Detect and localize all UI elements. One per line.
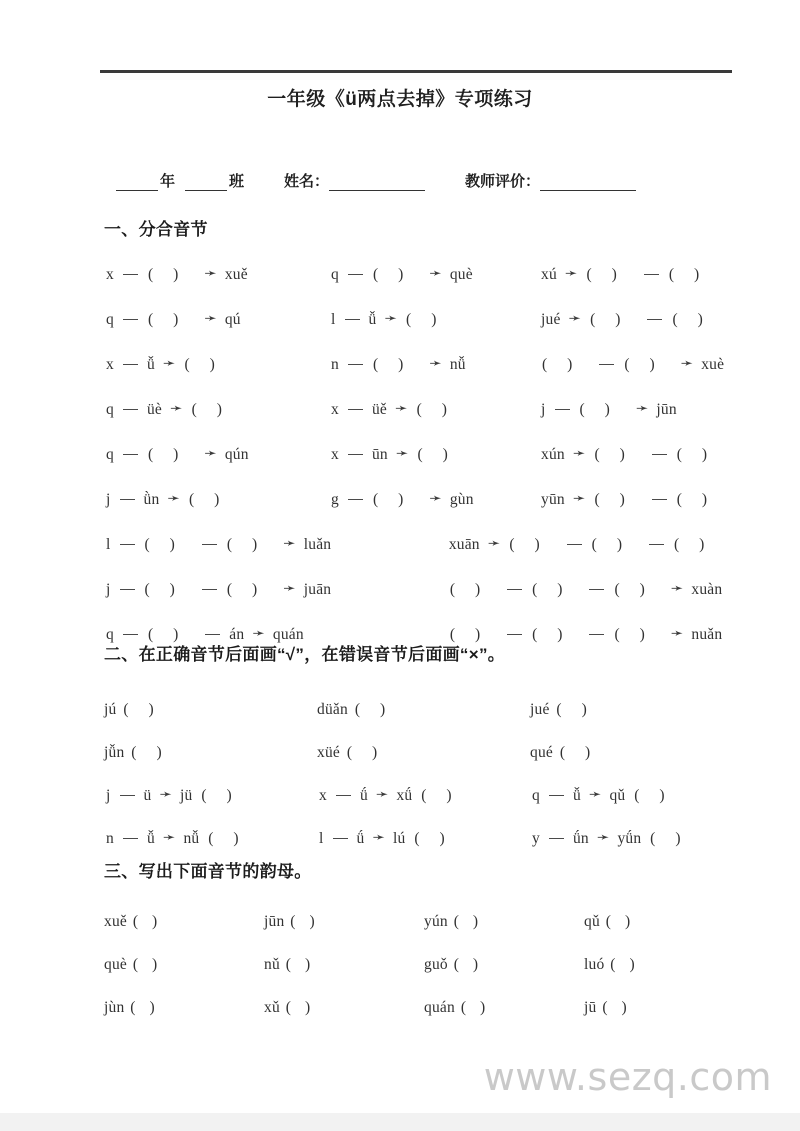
- answer-blank-parens[interactable]: (): [285, 955, 325, 973]
- pinyin-token: ü: [143, 786, 152, 804]
- pinyin-syllable: jùn: [104, 998, 125, 1016]
- exercise-row: [104, 688, 744, 731]
- pinyin-token: ǘ: [356, 829, 365, 847]
- pinyin-token: nǚ: [449, 355, 466, 373]
- arrow-icon: ➛: [204, 311, 217, 327]
- answer-blank-parens[interactable]: (): [532, 625, 583, 643]
- arrow-icon: ➛: [283, 536, 296, 552]
- pinyin-token: xuě: [224, 265, 248, 283]
- answer-blank-parens[interactable]: (): [131, 743, 182, 761]
- answer-blank-parens[interactable]: (): [406, 310, 457, 328]
- answer-blank-parens[interactable]: (): [605, 912, 645, 930]
- dash-connector: [123, 409, 138, 410]
- exercise-item: [329, 356, 539, 374]
- pinyin-token: q: [106, 625, 114, 643]
- answer-blank-parens[interactable]: (): [189, 490, 240, 508]
- pinyin-token: gùn: [449, 490, 474, 508]
- answer-blank-parens[interactable]: (): [668, 265, 720, 283]
- pinyin-token: ǚ: [146, 355, 155, 373]
- judge-derivation-item: [530, 787, 743, 805]
- answer-blank-parens[interactable]: (): [453, 955, 493, 973]
- dash-connector: [348, 274, 363, 275]
- pinyin-syllable: guǒ: [424, 955, 448, 973]
- section-2-body: [104, 688, 744, 860]
- pinyin-token: xuān: [448, 535, 480, 553]
- arrow-icon: ➛: [564, 266, 578, 282]
- student-info-line: [116, 170, 716, 191]
- pinyin-token: n: [331, 355, 339, 373]
- pinyin-token: nǚ: [183, 829, 200, 847]
- answer-blank-parens[interactable]: (): [449, 625, 501, 643]
- exercise-row: [104, 252, 744, 297]
- judge-derivation-item: [104, 830, 317, 848]
- pinyin-token: q: [331, 265, 339, 283]
- dash-connector: [345, 319, 360, 320]
- teacher-eval-blank[interactable]: [540, 177, 636, 191]
- arrow-icon: ➛: [487, 536, 501, 552]
- pinyin-token: yǘn: [617, 829, 642, 847]
- dash-connector: [348, 499, 363, 500]
- pinyin-syllable: nǔ: [264, 955, 280, 973]
- judge-derivation-item: [317, 830, 530, 848]
- pinyin-token: lú: [393, 829, 406, 847]
- pinyin-token: quán: [272, 625, 304, 643]
- arrow-icon: ➛: [204, 266, 217, 282]
- header-rule: [100, 70, 732, 73]
- section-1-body: [104, 252, 744, 657]
- final-writing-item: [104, 913, 264, 931]
- judge-item: [104, 701, 317, 719]
- answer-blank-parens[interactable]: (): [372, 490, 424, 508]
- pinyin-syllable: xuě: [104, 912, 127, 930]
- exercise-item: [104, 536, 441, 554]
- dash-connector: [120, 795, 135, 796]
- pinyin-token: g: [331, 490, 339, 508]
- name-label: 姓名：: [284, 173, 330, 190]
- dash-connector: [589, 589, 604, 590]
- answer-blank-parens[interactable]: (): [591, 535, 642, 553]
- dash-connector: [333, 838, 348, 839]
- dash-connector: [348, 364, 363, 365]
- exercise-item: [447, 536, 744, 554]
- answer-blank-parens[interactable]: (): [144, 580, 195, 598]
- page-title: 一年级《ü两点去掉》专项练习: [267, 89, 533, 110]
- answer-blank-parens[interactable]: (): [132, 912, 172, 930]
- dash-connector: [649, 544, 664, 545]
- dash-connector: [123, 634, 138, 635]
- answer-blank-parens[interactable]: (): [147, 625, 199, 643]
- pinyin-token: x: [331, 400, 339, 418]
- final-writing-item: [264, 956, 424, 974]
- pinyin-token: j: [106, 580, 111, 598]
- exercise-row: [104, 477, 744, 522]
- arrow-icon: ➛: [372, 830, 386, 846]
- exercise-item: [104, 266, 329, 284]
- pinyin-token: què: [449, 265, 473, 283]
- exercise-item: [104, 491, 329, 509]
- answer-blank-parens[interactable]: (): [201, 786, 252, 804]
- dash-connector: [120, 544, 135, 545]
- pinyin-token: nuǎn: [691, 625, 723, 643]
- pinyin-token: xuè: [701, 355, 725, 373]
- exercise-item: [329, 311, 539, 329]
- answer-blank-parens[interactable]: (): [372, 355, 424, 373]
- dash-connector: [652, 499, 667, 500]
- arrow-icon: ➛: [162, 356, 176, 372]
- class-label: 班: [229, 173, 245, 190]
- exercise-item: [539, 446, 744, 464]
- pinyin-token: x: [106, 355, 114, 373]
- exercise-row: [104, 986, 744, 1029]
- answer-blank-parens[interactable]: (): [346, 743, 398, 761]
- arrow-icon: ➛: [375, 787, 389, 803]
- answer-blank-parens[interactable]: (): [449, 580, 501, 598]
- arrow-icon: ➛: [252, 626, 265, 642]
- answer-blank-parens[interactable]: (): [594, 490, 645, 508]
- answer-blank-parens[interactable]: (): [130, 998, 169, 1016]
- pinyin-token: l: [106, 535, 111, 553]
- pinyin-token: y: [532, 829, 540, 847]
- answer-blank-parens[interactable]: (): [602, 998, 641, 1016]
- answer-blank-parens[interactable]: (): [624, 355, 675, 373]
- answer-blank-parens[interactable]: (): [417, 445, 468, 463]
- section-3-body: [104, 900, 744, 1029]
- dash-connector: [120, 499, 135, 500]
- answer-blank-parens[interactable]: (): [226, 580, 278, 598]
- pinyin-token: qú: [224, 310, 241, 328]
- arrow-icon: ➛: [159, 787, 173, 803]
- answer-blank-parens[interactable]: (): [614, 580, 665, 598]
- dash-connector: [348, 454, 363, 455]
- page-bottom-band: [0, 1113, 800, 1131]
- judge-derivation-item: [104, 787, 317, 805]
- dash-connector: [644, 274, 659, 275]
- final-writing-item: [424, 956, 584, 974]
- pinyin-token: q: [532, 786, 540, 804]
- final-writing-item: [424, 999, 584, 1017]
- arrow-icon: ➛: [384, 311, 398, 327]
- answer-blank-parens[interactable]: (): [123, 700, 174, 718]
- arrow-icon: ➛: [572, 446, 586, 462]
- answer-blank-parens[interactable]: (): [579, 400, 630, 418]
- answer-blank-parens[interactable]: (): [673, 535, 725, 553]
- pinyin-syllable: quán: [424, 998, 455, 1016]
- pinyin-token: án: [229, 625, 245, 643]
- pinyin-syllable: jūn: [264, 912, 285, 930]
- arrow-icon: ➛: [429, 266, 442, 282]
- judge-derivation-item: [317, 787, 530, 805]
- arrow-icon: ➛: [635, 401, 649, 417]
- answer-blank-parens[interactable]: (): [509, 535, 560, 553]
- exercise-item: [104, 581, 441, 599]
- arrow-icon: ➛: [283, 581, 296, 597]
- dash-connector: [507, 589, 522, 590]
- answer-blank-parens[interactable]: (): [354, 700, 406, 718]
- answer-blank-parens[interactable]: (): [676, 490, 728, 508]
- pinyin-syllable: xüé: [317, 743, 340, 761]
- arrow-icon: ➛: [568, 311, 582, 327]
- answer-blank-parens[interactable]: (): [184, 355, 235, 373]
- class-blank[interactable]: [185, 177, 227, 191]
- answer-blank-parens[interactable]: (): [191, 400, 242, 418]
- dash-connector: [202, 544, 217, 545]
- pinyin-syllable: què: [104, 955, 127, 973]
- pinyin-syllable: düǎn: [317, 700, 348, 718]
- year-label: 年: [160, 173, 176, 190]
- exercise-item: [539, 266, 744, 284]
- exercise-item: [104, 401, 329, 419]
- arrow-icon: ➛: [169, 401, 183, 417]
- final-writing-item: [424, 913, 584, 931]
- pinyin-token: ǘn: [572, 829, 589, 847]
- dash-connector: [647, 319, 662, 320]
- judge-derivation-item: [530, 830, 743, 848]
- pinyin-token: x: [319, 786, 327, 804]
- pinyin-syllable: jú: [104, 700, 117, 718]
- judge-item: [317, 701, 530, 719]
- exercise-item: [539, 491, 744, 509]
- answer-blank-parens[interactable]: (): [453, 912, 493, 930]
- pinyin-token: juān: [303, 580, 332, 598]
- arrow-icon: ➛: [395, 446, 409, 462]
- answer-blank-parens[interactable]: (): [132, 955, 172, 973]
- exercise-row: [104, 900, 744, 943]
- pinyin-token: ǜn: [143, 490, 160, 508]
- dash-connector: [336, 795, 351, 796]
- dash-connector: [555, 409, 570, 410]
- exercise-row: [104, 943, 744, 986]
- exercise-row: [104, 817, 744, 860]
- arrow-icon: ➛: [394, 401, 408, 417]
- exercise-row: [104, 522, 744, 567]
- answer-blank-parens[interactable]: (): [559, 743, 611, 761]
- pinyin-syllable: qǔ: [584, 912, 600, 930]
- pinyin-token: ūn: [371, 445, 388, 463]
- dash-connector: [205, 634, 220, 635]
- answer-blank-parens[interactable]: (): [226, 535, 278, 553]
- pinyin-token: ǚ: [146, 829, 155, 847]
- answer-blank-parens[interactable]: (): [460, 998, 500, 1016]
- year-blank[interactable]: [116, 177, 158, 191]
- exercise-item: [329, 401, 539, 419]
- answer-blank-parens[interactable]: (): [421, 786, 472, 804]
- answer-blank-parens[interactable]: (): [144, 535, 195, 553]
- dash-connector: [123, 319, 138, 320]
- answer-blank-parens[interactable]: (): [147, 265, 199, 283]
- pinyin-token: yūn: [541, 490, 565, 508]
- name-blank[interactable]: [329, 177, 425, 191]
- arrow-icon: ➛: [167, 491, 180, 507]
- pinyin-token: qǔ: [609, 786, 626, 804]
- dash-connector: [599, 364, 614, 365]
- dash-connector: [348, 409, 363, 410]
- pinyin-token: qún: [224, 445, 249, 463]
- pinyin-token: j: [106, 786, 111, 804]
- pinyin-token: jü: [180, 786, 193, 804]
- pinyin-token: üě: [371, 400, 387, 418]
- answer-blank-parens[interactable]: (): [672, 310, 723, 328]
- dash-connector: [123, 838, 138, 839]
- arrow-icon: ➛: [204, 446, 217, 462]
- dash-connector: [123, 454, 138, 455]
- arrow-icon: ➛: [670, 581, 684, 597]
- exercise-row: [104, 297, 744, 342]
- final-writing-item: [264, 999, 424, 1017]
- dash-connector: [589, 634, 604, 635]
- answer-blank-parens[interactable]: (): [556, 700, 607, 718]
- arrow-icon: ➛: [162, 830, 176, 846]
- final-writing-item: [264, 913, 424, 931]
- pinyin-token: l: [319, 829, 324, 847]
- dash-connector: [567, 544, 582, 545]
- pinyin-syllable: yún: [424, 912, 448, 930]
- dash-connector: [123, 364, 138, 365]
- pinyin-token: q: [106, 310, 114, 328]
- exercise-item: [104, 446, 329, 464]
- answer-blank-parens[interactable]: (): [542, 355, 593, 373]
- dash-connector: [120, 589, 135, 590]
- answer-blank-parens[interactable]: (): [590, 310, 641, 328]
- pinyin-token: n: [106, 829, 114, 847]
- exercise-item: [539, 401, 744, 419]
- section-3-heading: 三、写出下面音节的韵母。: [104, 862, 312, 881]
- answer-blank-parens[interactable]: (): [610, 955, 649, 973]
- answer-blank-parens[interactable]: (): [414, 829, 465, 847]
- exercise-row: [104, 387, 744, 432]
- exercise-item: [329, 266, 539, 284]
- dash-connector: [549, 795, 564, 796]
- exercise-item: [447, 581, 744, 599]
- dash-connector: [202, 589, 217, 590]
- answer-blank-parens[interactable]: (): [614, 625, 665, 643]
- pinyin-token: xú: [541, 265, 557, 283]
- section-1-heading: 一、分合音节: [104, 220, 208, 239]
- pinyin-token: ǚ: [368, 310, 377, 328]
- dash-connector: [507, 634, 522, 635]
- pinyin-token: x: [106, 265, 114, 283]
- answer-blank-parens[interactable]: (): [147, 445, 199, 463]
- answer-blank-parens[interactable]: (): [586, 265, 637, 283]
- exercise-item: [104, 356, 329, 374]
- section-2-heading: 二、在正确音节后面画“√”，在错误音节后面画“×”。: [104, 645, 506, 664]
- exercise-item: [539, 311, 744, 329]
- pinyin-token: ǘ: [359, 786, 368, 804]
- pinyin-syllable: jū: [584, 998, 597, 1016]
- pinyin-token: jūn: [656, 400, 677, 418]
- answer-blank-parens[interactable]: (): [416, 400, 467, 418]
- pinyin-token: xuàn: [691, 580, 723, 598]
- pinyin-syllable: jǚn: [104, 743, 125, 761]
- arrow-icon: ➛: [680, 356, 694, 372]
- dash-connector: [123, 274, 138, 275]
- final-writing-item: [584, 913, 744, 931]
- answer-blank-parens[interactable]: (): [650, 829, 701, 847]
- final-writing-item: [104, 999, 264, 1017]
- answer-blank-parens[interactable]: (): [676, 445, 728, 463]
- exercise-row: [104, 774, 744, 817]
- answer-blank-parens[interactable]: (): [147, 310, 199, 328]
- pinyin-token: xún: [541, 445, 565, 463]
- answer-blank-parens[interactable]: (): [532, 580, 583, 598]
- dash-connector: [652, 454, 667, 455]
- teacher-eval-label: 教师评价：: [465, 173, 541, 190]
- pinyin-token: j: [106, 490, 111, 508]
- answer-blank-parens[interactable]: (): [285, 998, 325, 1016]
- answer-blank-parens[interactable]: (): [372, 265, 424, 283]
- final-writing-item: [104, 956, 264, 974]
- pinyin-token: x: [331, 445, 339, 463]
- arrow-icon: ➛: [588, 787, 602, 803]
- pinyin-token: l: [331, 310, 336, 328]
- judge-item: [530, 701, 743, 719]
- pinyin-token: xǘ: [396, 786, 413, 804]
- site-watermark: www.sezq.com: [483, 1055, 772, 1099]
- pinyin-token: jué: [541, 310, 561, 328]
- pinyin-token: üè: [146, 400, 162, 418]
- exercise-row: [104, 432, 744, 477]
- answer-blank-parens[interactable]: (): [634, 786, 685, 804]
- pinyin-token: q: [106, 400, 114, 418]
- judge-item: [317, 744, 530, 762]
- exercise-item: [329, 491, 539, 509]
- final-writing-item: [584, 956, 744, 974]
- answer-blank-parens[interactable]: (): [594, 445, 645, 463]
- exercise-item: [104, 311, 329, 329]
- exercise-item: [539, 356, 744, 374]
- answer-blank-parens[interactable]: (): [290, 912, 329, 930]
- exercise-row: [104, 567, 744, 612]
- arrow-icon: ➛: [596, 830, 610, 846]
- judge-item: [530, 744, 743, 762]
- pinyin-token: ǚ: [572, 786, 581, 804]
- pinyin-token: luǎn: [303, 535, 332, 553]
- arrow-icon: ➛: [670, 626, 684, 642]
- exercise-row: [104, 342, 744, 387]
- arrow-icon: ➛: [429, 491, 442, 507]
- dash-connector: [549, 838, 564, 839]
- arrow-icon: ➛: [572, 491, 586, 507]
- exercise-item: [329, 446, 539, 464]
- pinyin-syllable: xǔ: [264, 998, 280, 1016]
- answer-blank-parens[interactable]: (): [208, 829, 259, 847]
- pinyin-syllable: luó: [584, 955, 605, 973]
- exercise-row: [104, 731, 744, 774]
- judge-item: [104, 744, 317, 762]
- pinyin-syllable: qué: [530, 743, 553, 761]
- final-writing-item: [584, 999, 744, 1017]
- pinyin-token: j: [541, 400, 546, 418]
- arrow-icon: ➛: [429, 356, 442, 372]
- pinyin-token: q: [106, 445, 114, 463]
- pinyin-syllable: jué: [530, 700, 550, 718]
